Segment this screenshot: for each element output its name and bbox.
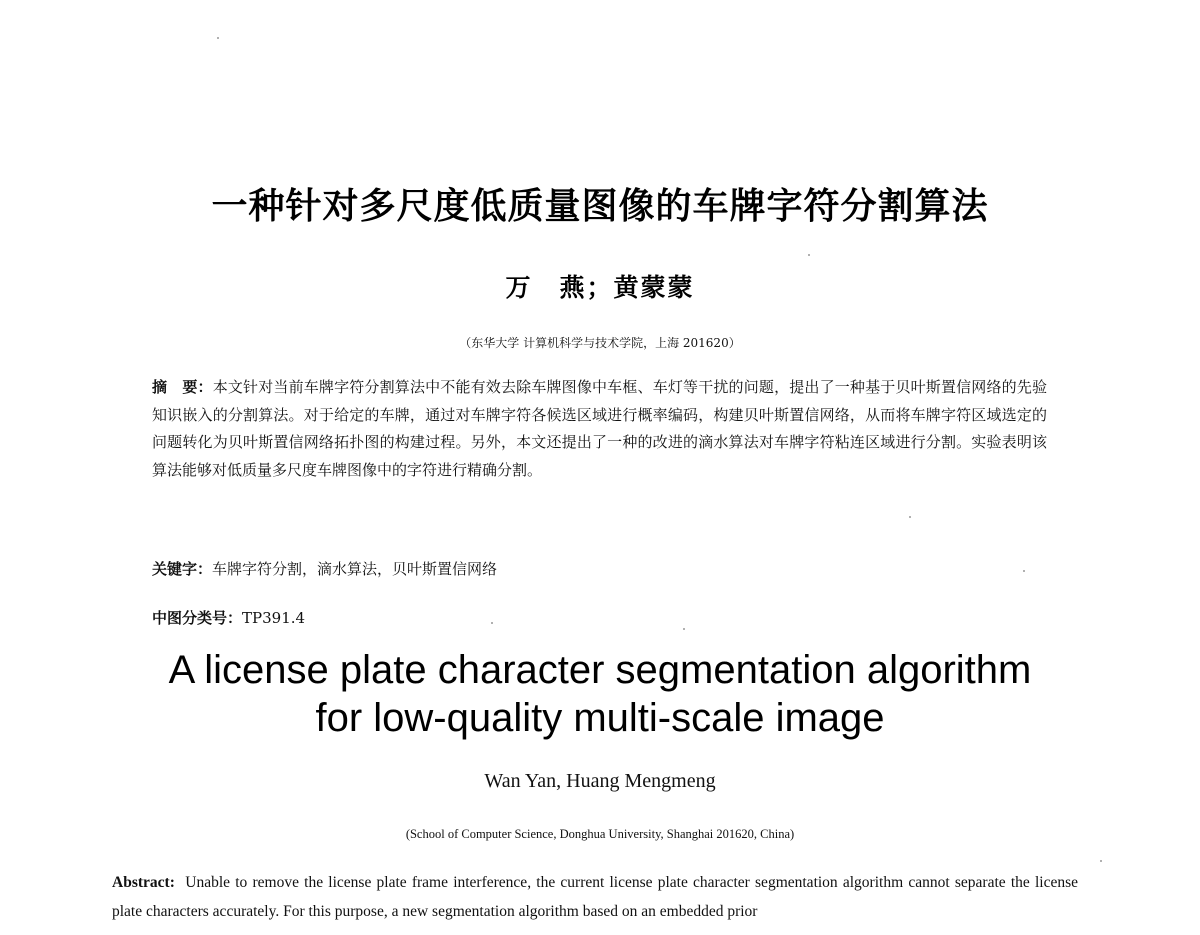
scan-speck	[808, 254, 810, 256]
scan-speck	[683, 628, 685, 630]
english-abstract	[112, 868, 1078, 926]
chinese-title: 一种针对多尺度低质量图像的车牌字符分割算法	[211, 186, 989, 227]
english-title-line-2: for low-quality multi-scale image	[315, 696, 885, 740]
english-title	[0, 646, 1200, 742]
english-affiliation: (School of Computer Science, Donghua University, Shanghai 201620, China)	[405, 827, 795, 841]
chinese-keywords-label: 关键字：	[152, 560, 213, 578]
chinese-abstract-label: 摘 要：	[152, 378, 213, 396]
english-title-line-1: A license plate character segmentation algorithm	[168, 648, 1032, 692]
scan-speck	[217, 37, 219, 39]
chinese-affiliation: （东华大学 计算机科学与技术学院，上海 201620）	[459, 336, 741, 350]
scan-speck	[1023, 570, 1025, 572]
chinese-abstract	[152, 374, 1047, 484]
chinese-classification-code: TP391.4	[242, 609, 306, 627]
english-abstract-text: Unable to remove the license plate frame interference, the current license plate character segmentation algorithm cannot separate the license plate characters accurately. For this purpose, a new segmentation algorithm based on an embedded prior	[112, 874, 1079, 920]
english-abstract-label: Abstract	[112, 874, 170, 891]
chinese-abstract-text: 本文针对当前车牌字符分割算法中不能有效去除车牌图像中车框、车灯等干扰的问题，提出了一种基于贝叶斯置信网络的先验知识嵌入的分割算法。对于给定的车牌，通过对车牌字符各候选区域进行概率编码，构建贝叶斯置信网络，从而将车牌字符区域选定的问题转化为贝叶斯置信网络拓扑图的构建过程。另外，本文还提出了一种的改进的滴水算法对车牌字符粘连区域进行分割。实验表明该算法能够对低质量多尺度车牌图像中的字符进行精确分割。	[152, 378, 1047, 479]
chinese-classification-label: 中图分类号：	[152, 609, 243, 627]
scan-speck	[1100, 860, 1102, 862]
chinese-authors: 万 燕；黄蒙蒙	[505, 273, 695, 302]
english-abstract-colon: :	[169, 874, 175, 891]
chinese-keywords-text: 车牌字符分割，滴水算法，贝叶斯置信网络	[212, 560, 498, 578]
chinese-keywords	[152, 558, 497, 579]
chinese-classification	[152, 607, 305, 628]
english-authors: Wan Yan, Huang Mengmeng	[484, 770, 716, 792]
scan-speck	[491, 622, 493, 624]
scan-speck	[909, 516, 911, 518]
